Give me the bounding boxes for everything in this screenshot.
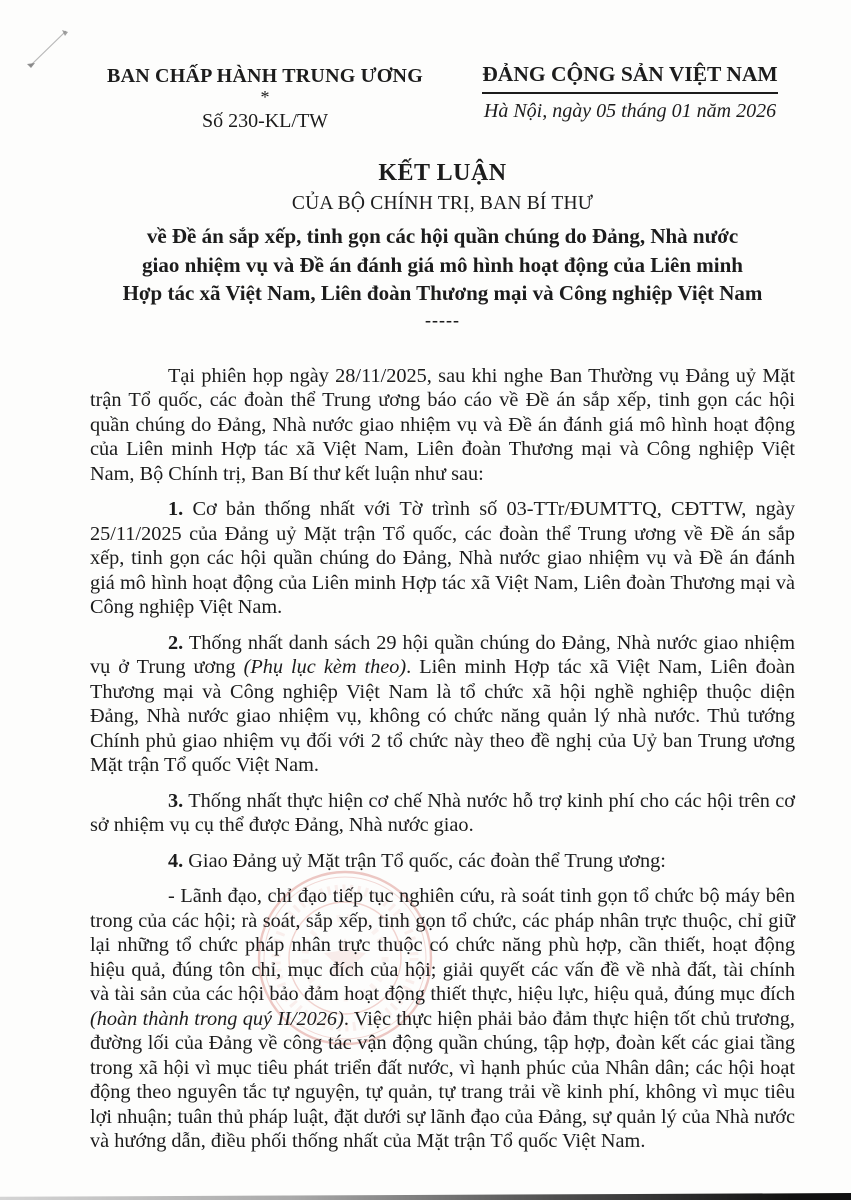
scan-scratch-mark [0,0,120,120]
text-run: 4. [168,849,184,872]
text-run: . Việc thực hiện phải bảo đảm thực hiện tốt chủ trương, đường lối của Đảng về công tác vận động quần chúng, tập hợp, đoàn kết các giai tầng trong xã hội vì mục tiêu phát triển đất nước, vì hạnh phúc của Nhân dân; các hội hoạt động theo nguyên tắc tự nguyện, tự quản, tự trang trải về kinh phí, không vì mục tiêu lợi nhuận; tuân thủ pháp luật, đặt dưới sự lãnh đạo của Đảng, sự quản lý của Nhà nước và hướng dẫn, điều phối thống nhất của Mặt trận Tổ quốc Việt Nam. [90,1007,796,1152]
text-run: Tại phiên họp ngày 28/11/2025, sau khi nghe Ban Thường vụ Đảng uỷ Mặt trận Tổ quốc, các đoàn thể Trung ương báo cáo về Đề án sắp xếp, tinh gọn các hội quần chúng do Đảng, Nhà nước giao nhiệm vụ và Đề án đánh giá mô hình hoạt động của Liên minh Hợp tác xã Việt Nam, Liên đoàn Thương mại và Công nghiệp Việt Nam, Bộ Chính trị, Ban Bí thư kết luận như sau: [90,364,795,485]
document-subject [90,222,795,308]
text-run: Cơ bản thống nhất với Tờ trình số 03-TTr/ĐUMTTQ, CĐTTW, ngày 25/11/2025 của Đảng uỷ Mặt trận Tổ quốc, các đoàn thể Trung ương về Đề án sắp xếp, tinh gọn các hội quần chúng do Đảng, Nhà nước giao nhiệm vụ và Đề án đánh giá mô hình hoạt động của Liên minh Hợp tác xã Việt Nam, Liên đoàn Thương mại và Công nghiệp Việt Nam. [90,498,795,618]
body-paragraph [90,497,795,620]
document-issuer: CỦA BỘ CHÍNH TRỊ, BAN BÍ THƯ [291,193,594,214]
text-run: 3. [168,789,184,812]
star-separator: * [260,87,270,107]
subject-line: Hợp tác xã Việt Nam, Liên đoàn Thương mại và Công nghiệp Việt Nam [122,281,763,305]
text-run: - Lãnh đạo, chỉ đạo tiếp tục nghiên cứu, rà soát tinh gọn tổ chức bộ máy bên trong của các hội; rà soát, sắp xếp, tinh gọn tổ chức, các pháp nhân trực thuộc, chỉ giữ lại những tổ chức pháp nhân trực thuộc có chức năng phù hợp, cần thiết, hoạt động hiệu quả, đúng tôn chỉ, mục đích của hội; giải quyết các vấn đề về nhà đất, tài chính và tài sản của các hội bảo đảm hoạt động thiết thực, hiệu lực, hiệu quả, đúng mục đích [90,885,795,1005]
national-header-block [465,62,795,123]
subject-line: giao nhiệm vụ và Đề án đánh giá mô hình hoạt động của Liên minh [142,252,743,277]
document-header [90,62,795,133]
document-body [90,364,795,1154]
text-run: 2. [168,631,184,654]
subject-line: về Đề án sắp xếp, tinh gọn các hội quần chúng do Đảng, Nhà nước [146,224,739,248]
body-paragraph [90,364,795,487]
text-run: . Liên minh Hợp tác xã Việt Nam, Liên đoàn Thương mại và Công nghiệp Việt Nam là tổ chức xã hội nghề nghiệp thuộc diện Đảng, Nhà nước giao nhiệm vụ, không có chức năng quản lý nhà nước. Thủ tướng Chính phủ giao nhiệm vụ đối với 2 tổ chức này theo đề nghị của Uỷ ban Trung ương Mặt trận Tổ quốc Việt Nam. [90,656,795,776]
issuing-org-name: BAN CHẤP HÀNH TRUNG ƯƠNG [107,65,423,87]
text-run: Thống nhất danh sách 29 hội quần chúng do Đảng, Nhà nước giao nhiệm vụ ở Trung ương [90,631,795,678]
body-paragraph [90,631,795,778]
national-header: ĐẢNG CỘNG SẢN VIỆT NAM [482,62,777,94]
body-paragraph [90,849,795,874]
text-run: (hoàn thành trong quý II/2026) [90,1007,344,1030]
title-separator: ----- [425,309,460,330]
issuing-org-block [90,62,440,133]
document-number: Số 230-KL/TW [201,110,329,132]
text-run: (Phụ lục kèm theo) [243,656,407,678]
body-paragraph [90,789,795,838]
scan-edge-artifact [0,1193,851,1200]
text-run: Giao Đảng uỷ Mặt trận Tổ quốc, các đoàn thể Trung ương: [183,849,666,872]
text-run: Thống nhất thực hiện cơ chế Nhà nước hỗ trợ kinh phí cho các hội trên cơ sở nhiệm vụ cụ thể được Đảng, Nhà nước giao. [90,789,795,836]
title-block [90,160,795,331]
text-run: 1. [168,498,184,520]
body-paragraph [90,884,795,1154]
document-heading: KẾT LUẬN [378,160,507,186]
place-and-date: Hà Nội, ngày 05 tháng 01 năm 2026 [483,100,777,122]
